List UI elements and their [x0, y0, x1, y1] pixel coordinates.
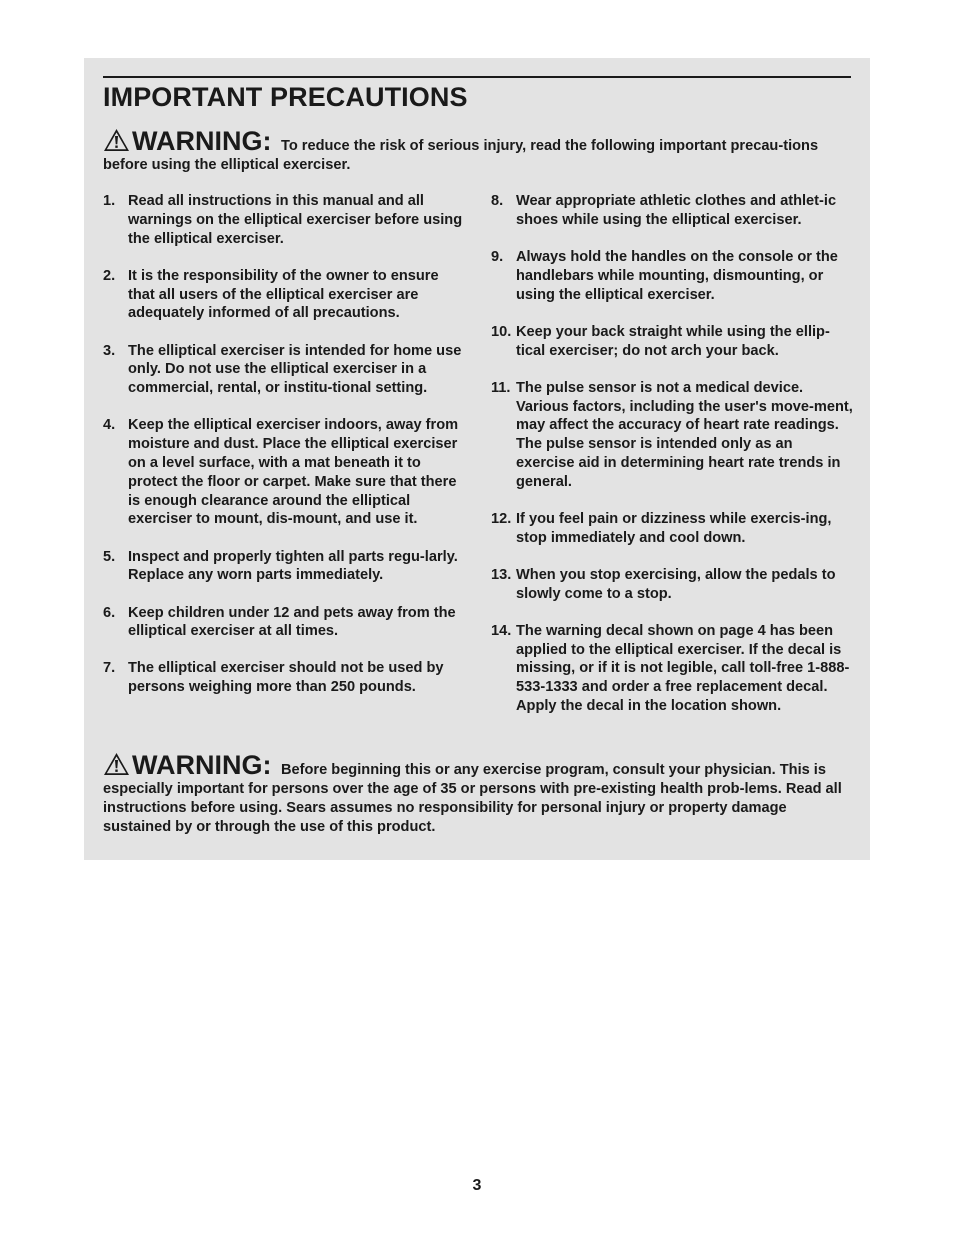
precaution-item — [491, 510, 853, 548]
precaution-text: Always hold the handles on the console or the handlebars while mounting, dismounting, or using the elliptical exerciser. — [516, 248, 838, 303]
warning-label: WARNING: — [132, 750, 272, 780]
warning-label: WARNING: — [132, 126, 272, 156]
warning-block-bottom — [103, 752, 851, 837]
precaution-item — [491, 192, 853, 230]
precaution-text: The elliptical exerciser should not be used by persons weighing more than 250 pounds. — [128, 660, 444, 696]
precaution-number: 1. — [103, 193, 116, 209]
warning-heading — [103, 750, 279, 780]
precaution-number: 14. — [491, 622, 512, 639]
precaution-text: If you feel pain or dizziness while exercis-ing, stop immediately and cool down. — [516, 510, 832, 546]
precaution-text: Keep your back straight while using the ellip-tical exerciser; do not arch your back. — [516, 323, 830, 359]
precaution-text: Inspect and properly tighten all parts regu-larly. Replace any worn parts immediately. — [128, 548, 458, 584]
warning-text: Before beginning this or any exercise program, consult your physician. This is especially important for persons over the age of 35 or persons with pre-existing health prob-lems. Read all instructions before using. Sears assumes no responsibility for personal injury or property damage sustained by or through the use of this product. — [103, 762, 842, 835]
precaution-number: 2. — [103, 267, 116, 284]
precaution-item — [491, 566, 853, 604]
precautions-list-right — [491, 192, 853, 734]
precaution-text: Read all instructions in this manual and all warnings on the elliptical exerciser before using the elliptical exerciser. — [128, 193, 463, 247]
warning-block-top — [103, 128, 851, 175]
precaution-item — [103, 342, 465, 398]
precaution-number: 7. — [103, 660, 116, 677]
precaution-number: 3. — [103, 342, 116, 359]
warning-triangle-icon — [103, 128, 130, 152]
precaution-text: Keep the elliptical exerciser indoors, away from moisture and dust. Place the elliptical exerciser on a level surface, with a mat beneath it to protect the floor or carpet. Make sure that there is enough clearance around the elliptical exerciser to mount, dis-mount, and use it. — [128, 417, 459, 528]
precautions-list-left — [103, 192, 465, 715]
precaution-item — [491, 622, 853, 716]
precaution-text: The pulse sensor is not a medical device. Various factors, including the user's move-ment, may affect the accuracy of heart rate readings. The pulse sensor is intended only as an exercise aid in determining heart rate trends in general. — [516, 379, 853, 490]
precaution-item — [103, 267, 465, 323]
precaution-text: Wear appropriate athletic clothes and athlet-ic shoes while using the elliptical exerciser. — [516, 193, 837, 228]
warning-heading — [103, 126, 279, 156]
precaution-number: 8. — [491, 193, 504, 209]
precaution-item — [491, 323, 853, 361]
precaution-number: 13. — [491, 566, 512, 583]
page-number: 3 — [472, 1177, 482, 1194]
precaution-item — [103, 548, 465, 586]
precaution-number: 6. — [103, 604, 116, 621]
precaution-item — [103, 659, 465, 697]
precaution-item — [491, 379, 853, 492]
precaution-text: Keep children under 12 and pets away from the elliptical exerciser at all times. — [128, 604, 456, 640]
precaution-item — [103, 192, 465, 248]
precaution-number: 4. — [103, 417, 116, 434]
precaution-number: 5. — [103, 548, 116, 565]
warning-text: To reduce the risk of serious injury, read the following important precau-tions before using the elliptical exerciser. — [103, 138, 819, 173]
precaution-number: 9. — [491, 248, 504, 265]
precaution-item — [103, 604, 465, 642]
title-rule — [103, 76, 851, 78]
precaution-text: The elliptical exerciser is intended for home use only. Do not use the elliptical exerciser in a commercial, rental, or institu-tional setting. — [128, 342, 462, 397]
precaution-text: The warning decal shown on page 4 has been applied to the elliptical exerciser. If the decal is missing, or if it is not legible, call toll-free 1-888-533-1333 and order a free replacement decal. Apply the decal in the location shown. — [516, 622, 850, 715]
precaution-number: 10. — [491, 323, 512, 340]
precaution-item — [103, 416, 465, 529]
precaution-item — [491, 248, 853, 304]
page-title: IMPORTANT PRECAUTIONS — [103, 82, 468, 112]
precaution-text: When you stop exercising, allow the pedals to slowly come to a stop. — [516, 566, 836, 602]
warning-triangle-icon — [103, 752, 130, 776]
precaution-text: It is the responsibility of the owner to ensure that all users of the elliptical exerciser are adequately informed of all precautions. — [128, 267, 439, 322]
precaution-number: 11. — [491, 379, 511, 396]
precaution-number: 12. — [491, 510, 512, 527]
